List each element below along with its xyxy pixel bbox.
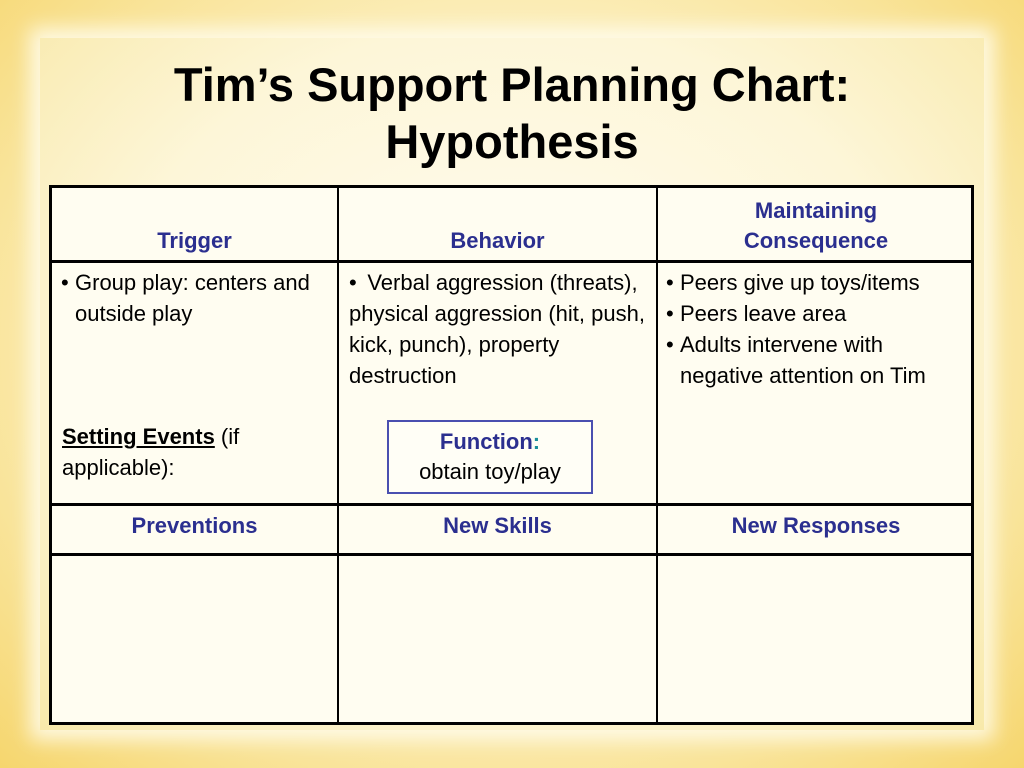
setting-events-suffix: (if applicable): (62, 424, 240, 480)
list-item: • Adults intervene with negative attention on Tim (666, 329, 972, 391)
function-label: Function (439, 429, 533, 454)
function-value: obtain toy/play (419, 459, 561, 484)
row-divider-1 (52, 260, 971, 263)
setting-events-label: Setting Events (62, 424, 215, 449)
behavior-list (349, 267, 649, 391)
new-responses-cell (658, 556, 974, 722)
trigger-list (61, 267, 331, 329)
row-divider-2 (52, 503, 971, 506)
behavior-cell (349, 267, 649, 391)
header-maintaining-consequence (658, 196, 974, 256)
header-consequence-line-2: Consequence (743, 228, 889, 253)
support-planning-table (49, 185, 974, 725)
preventions-cell (52, 556, 337, 722)
header-behavior: Behavior (450, 228, 545, 253)
trigger-cell (61, 267, 331, 329)
page-title (0, 56, 1024, 170)
list-item (349, 267, 649, 391)
function-box (387, 420, 593, 494)
consequence-cell (666, 267, 972, 391)
title-line-2: Hypothesis (385, 115, 639, 168)
new-skills-cell (339, 556, 656, 722)
list-item: • Group play: centers and outside play (61, 267, 331, 329)
title-line-1: Tim’s Support Planning Chart: (173, 58, 851, 111)
consequence-list (666, 267, 972, 391)
list-item: • Peers leave area (666, 298, 972, 329)
header-trigger: Trigger (157, 228, 232, 253)
header-new-responses: New Responses (731, 513, 901, 538)
function-colon: : (532, 429, 541, 454)
header-consequence-line-1: Maintaining (754, 198, 878, 223)
setting-events (62, 421, 328, 483)
header-preventions: Preventions (131, 513, 258, 538)
list-item: • Peers give up toys/items (666, 267, 972, 298)
behavior-text: Verbal aggression (threats), physical aggression (hit, push, kick, punch), property destruction (349, 270, 645, 388)
header-new-skills: New Skills (443, 513, 552, 538)
